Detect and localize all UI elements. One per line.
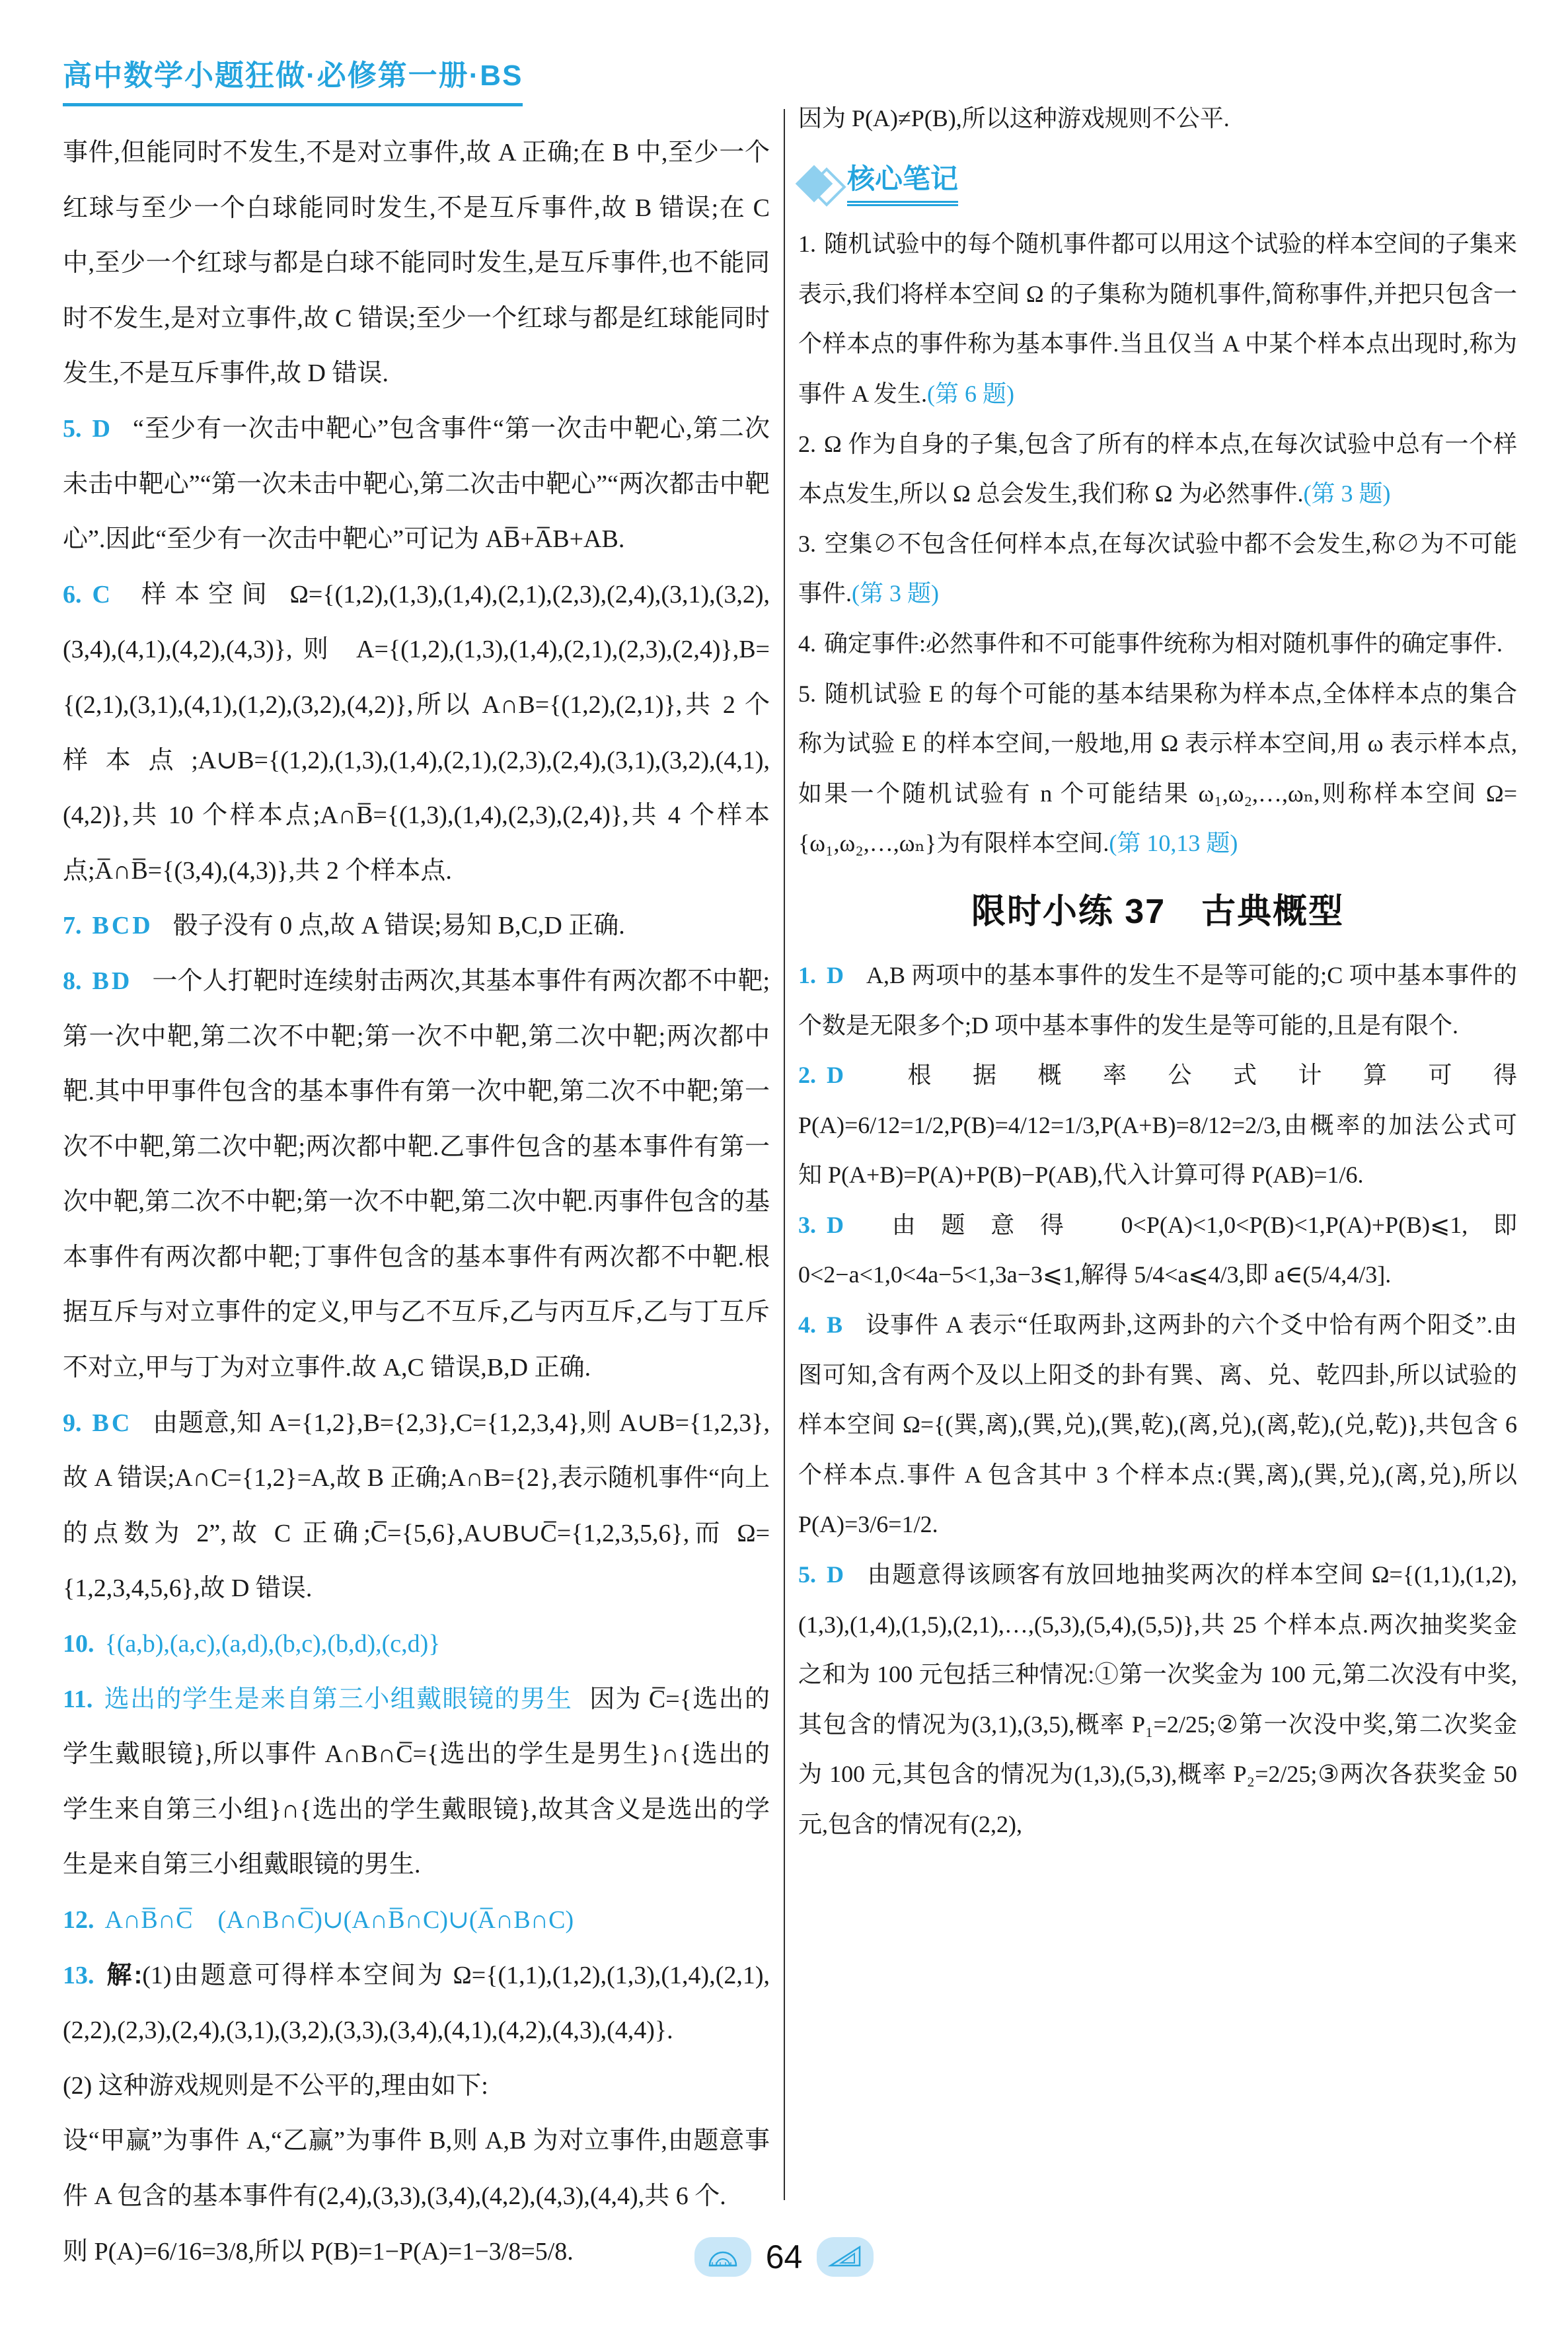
note-text: 随机试验 E 的每个可能的基本结果称为样本点,全体样本点的集合称为试验 E 的样本空间,一般地,用 Ω 表示样本空间,用 ω 表示样本点,如果一个随机试验有 n 个可能结果 ω₁,ω₂,…,ωₙ,则称样本空间 Ω={ω₁,ω₂,…,ωₙ}为有限样本空间. — [798, 680, 1517, 857]
item-number: 8. — [63, 967, 82, 995]
answer-item-5 — [798, 1550, 1517, 1850]
body-text: A,B 两项中的基本事件的发生不是等可能的;C 项中基本事件的个数是无限多个;D 项中基本事件的发生是等可能的,且是有限个. — [798, 961, 1517, 1039]
body-text: 根据概率公式计算可得 P(A)=6/12=1/2,P(B)=4/12=1/3,P(A+B)=8/12=2/3,由概率的加法公式可知 P(A+B)=P(A)+P(B)−P(AB),代入计算可得 P(AB)=1/6. — [798, 1062, 1517, 1189]
page-footer — [0, 2237, 1568, 2277]
right-column — [798, 94, 1517, 1850]
answer-item-9 — [63, 1396, 770, 1617]
item-number: 2. — [798, 1062, 816, 1089]
item-number: 6. — [63, 580, 82, 609]
protractor-icon — [694, 2237, 751, 2277]
item-number: 12. — [63, 1906, 94, 1934]
answer-letter: C — [92, 580, 113, 609]
body-text: 样本空间 Ω={(1,2),(1,3),(1,4),(2,1),(2,3),(2,4),(3,1),(3,2),(3,4),(4,1),(4,2),(4,3)},则 A={(1,2),(1,3),(1,4),(2,1),(2,3),(2,4)},B={(2,1),(3,1),(4,1),(1,2),(3,2),(4,2)},所以 A∩B={(1,2),(2,1)},共 2 个样本点;A∪B={(1,2),(1,3),(1,4),(2,1),(2,3),(2,4),(3,1),(3,2),(4,1),(4,2)},共 10 个样本点;A∩B̅={(1,3),(1,4),(2,3),(2,4)},共 4 个样本点;A̅∩B̅={(3,4),(4,3)},共 2 个样本点. — [63, 580, 770, 885]
core-notes-header — [798, 161, 1517, 207]
body-text: 由题意,知 A={1,2},B={2,3},C={1,2,3,4},则 A∪B={1,2,3},故 A 错误;A∩C={1,2}=A,故 B 正确;A∩B={2},表示随机事件“向上的点数为 2”,故 C 正确;C̅={5,6},A∪B∪C̅={1,2,3,5,6},而 Ω={1,2,3,4,5,6},故 D 错误. — [63, 1409, 770, 1603]
item-number: 9. — [63, 1409, 82, 1437]
body-text: 则 P(A)=6/16=3/8,所以 P(B)=1−P(A)=1−3/8=5/8. — [63, 2237, 574, 2266]
body-text: 设事件 A 表示“任取两卦,这两卦的六个爻中恰有两个阳爻”.由图可知,含有两个及以上阳爻的卦有巽、离、兑、乾四卦,所以试验的样本空间 Ω={(巽,离),(巽,兑),(巽,乾),(离,兑),(离,乾),(兑,乾)},共包含 6 个样本点.事件 A 包含其中 3 个样本点:(巽,离),(巽,兑),(离,兑),所以 P(A)=3/6=1/2. — [798, 1311, 1517, 1538]
left-column — [63, 126, 770, 2279]
body-text: (2) 这种游戏规则是不公平的,理由如下: — [63, 2071, 488, 2100]
answer-text-blue: A∩B̅∩C̅ (A∩B∩C̅)∪(A∩B̅∩C)∪(A̅∩B∩C) — [104, 1906, 574, 1934]
body-text: 由题意得该顾客有放回地抽奖两次的样本空间 Ω={(1,1),(1,2),(1,3),(1,4),(1,5),(2,1),…,(5,3),(5,4),(5,5)},共 25 个样本点.两次抽奖奖金之和为 100 元包括三种情况:①第一次奖金为 100 元,第二次没有中奖,其包含的情况为(3,1),(3,5),概率 P₁=2/25;②第一次没中奖,第二次奖金为 100 元,其包含的情况为(1,3),(5,3),概率 P₂=2/25;③两次各获奖金 50 元,包含的情况有(2,2), — [798, 1561, 1517, 1837]
core-notes-title: 核心笔记 — [847, 161, 958, 207]
note-number: 4. — [798, 630, 816, 657]
answer-letter: BCD — [92, 912, 153, 940]
note-item-3 — [798, 519, 1517, 619]
note-text: Ω 作为自身的子集,包含了所有的样本点,在每次试验中总有一个样本点发生,所以 Ω 总会发生,我们称 Ω 为必然事件. — [798, 430, 1517, 507]
section-title: 限时小练 37 古典概型 — [971, 892, 1345, 931]
body-text: 事件,但能同时不发生,不是对立事件,故 A 正确;在 B 中,至少一个红球与至少一个白球能同时发生,不是互斥事件,故 B 错误;在 C 中,至少一个红球与都是白球不能同时发生,是互斥事件,也不能同时不发生,是对立事件,故 C 错误;至少一个红球与都是红球能同时发生,不是互斥事件,故 D 错误. — [63, 139, 770, 388]
answer-item-11 — [63, 1672, 770, 1893]
answer-item-13 — [63, 1948, 770, 2059]
body-text: 一个人打靶时连续射击两次,其基本事件有两次都不中靶;第一次中靶,第二次不中靶;第一次不中靶,第二次中靶;两次都中靶.其中甲事件包含的基本事件有第一次中靶,第二次不中靶;第一次不中靶,第二次中靶;两次都中靶.乙事件包含的基本事件有第一次中靶,第二次不中靶;第一次不中靶,第二次中靶.丙事件包含的基本事件有两次都中靶;丁事件包含的基本事件有两次都不中靶.根据互斥与对立事件的定义,甲与乙不互斥,乙与丙互斥,乙与丁互斥不对立,甲与丁为对立事件.故 A,C 错误,B,D 正确. — [63, 967, 770, 1382]
note-number: 3. — [798, 530, 816, 557]
answer-letter: B — [827, 1311, 846, 1339]
diamond-icon — [798, 164, 840, 206]
note-item-2 — [798, 420, 1517, 519]
answer-item-4 — [798, 1300, 1517, 1550]
cross-reference: (第 10,13 题) — [1109, 830, 1238, 857]
page-title: 高中数学小题狂做·必修第一册·BS — [63, 52, 523, 106]
answer-item-12 — [63, 1893, 770, 1948]
paragraph-continuation — [63, 126, 770, 402]
answer-letter: D — [827, 1561, 846, 1588]
body-text: 由题意得 0<P(A)<1,0<P(B)<1,P(A)+P(B)⩽1,即 0<2−a<1,0<4a−5<1,3a−3⩽1,解得 5/4<a⩽4/3,即 a∈(5/4,4/3]. — [798, 1211, 1517, 1288]
cross-reference: (第 3 题) — [852, 580, 939, 607]
note-text: 随机试验中的每个随机事件都可以用这个试验的样本空间的子集来表示,我们将样本空间 Ω 的子集称为随机事件,简称事件,并把只包含一个样本点的事件称为基本事件.当且仅当 A 中某个样本点出现时,称为事件 A 发生. — [798, 231, 1517, 407]
answer-letter: D — [827, 961, 846, 988]
solution-label: 解: — [104, 1961, 143, 1989]
answer-item-7 — [63, 899, 770, 954]
answer-letter: D — [827, 1211, 846, 1238]
note-number: 2. — [798, 430, 816, 457]
page-number: 64 — [765, 2238, 803, 2275]
item-number: 13. — [63, 1961, 94, 1989]
answer-item-1 — [798, 951, 1517, 1051]
solution-paragraph — [63, 2114, 770, 2224]
item-number: 10. — [63, 1630, 94, 1658]
answer-item-3 — [798, 1200, 1517, 1300]
item-number: 4. — [798, 1311, 816, 1339]
note-number: 5. — [798, 680, 816, 707]
answer-letter: BD — [92, 967, 133, 995]
item-number: 5. — [63, 414, 82, 443]
answer-item-2 — [798, 1051, 1517, 1200]
body-text: 设“甲赢”为事件 A,“乙赢”为事件 B,则 A,B 为对立事件,由题意事件 A 包含的基本事件有(2,4),(3,3),(3,4),(4,2),(4,3),(4,4),共 6 个. — [63, 2127, 770, 2210]
answer-item-6 — [63, 568, 770, 899]
body-text: 骰子没有 0 点,故 A 错误;易知 B,C,D 正确. — [172, 912, 625, 940]
paragraph-continuation — [798, 94, 1517, 144]
answer-item-10 — [63, 1617, 770, 1672]
item-number: 1. — [798, 961, 816, 988]
body-text: 因为 C̅={选出的学生戴眼镜},所以事件 A∩B∩C̅={选出的学生是男生}∩{选出的学生来自第三小组}∩{选出的学生戴眼镜},故其含义是选出的学生是来自第三小组戴眼镜的男生. — [63, 1685, 770, 1879]
solution-paragraph — [63, 2059, 770, 2114]
answer-letter: D — [827, 1062, 846, 1089]
answer-letter: D — [92, 414, 113, 443]
body-text: 因为 P(A)≠P(B),所以这种游戏规则不公平. — [798, 105, 1230, 131]
cross-reference: (第 6 题) — [927, 380, 1014, 407]
item-number: 3. — [798, 1211, 816, 1238]
note-text: 确定事件:必然事件和不可能事件统称为相对随机事件的确定事件. — [824, 630, 1503, 657]
note-item-5 — [798, 669, 1517, 869]
note-text: 空集∅不包含任何样本点,在每次试验中都不会发生,称∅为不可能事件. — [798, 530, 1517, 607]
answer-item-5 — [63, 402, 770, 568]
note-item-4 — [798, 619, 1517, 669]
item-number: 11. — [63, 1685, 93, 1713]
answer-text-blue: {(a,b),(a,c),(a,d),(b,c),(b,d),(c,d)} — [104, 1630, 441, 1658]
answer-text-blue: 选出的学生是来自第三小组戴眼镜的男生 — [103, 1685, 573, 1713]
item-number: 5. — [798, 1561, 816, 1588]
item-number: 7. — [63, 912, 82, 940]
body-text: (1)由题意可得样本空间为 Ω={(1,1),(1,2),(1,3),(1,4),(2,1),(2,2),(2,3),(2,4),(3,1),(3,2),(3,3),(3,4),(4,1),(4,2),(4,3),(4,4)}. — [63, 1961, 770, 2045]
set-square-icon — [817, 2237, 874, 2277]
answer-item-8 — [63, 954, 770, 1396]
note-item-1 — [798, 219, 1517, 419]
answer-letter: BC — [92, 1409, 133, 1437]
note-number: 1. — [798, 231, 816, 258]
body-text: “至少有一次击中靶心”包含事件“第一次击中靶心,第二次未击中靶心”“第一次未击中靶心,第二次击中靶心”“两次都击中靶心”.因此“至少有一次击中靶心”可记为 AB̅+A̅B+AB. — [63, 414, 770, 554]
cross-reference: (第 3 题) — [1303, 480, 1391, 507]
column-divider — [784, 109, 785, 2200]
